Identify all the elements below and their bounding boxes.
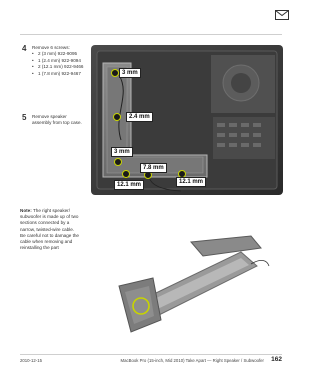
step-4-title: Remove 6 screws: (32, 45, 70, 50)
screw-marker (113, 113, 121, 121)
step-4-instructions (32, 45, 88, 77)
screw-item: • 2 (12.1 mm) 922-9466 (32, 64, 88, 70)
step-4-number: 4 (22, 44, 27, 53)
screw-marker (114, 158, 122, 166)
callout-3mm-top: 3 mm (119, 68, 141, 78)
footer-title: MacBook Pro (15-inch, Mid 2010) Take Apart — Right Speaker / Subwoofer (120, 358, 264, 363)
step-5-text: Remove speaker assembly from top case. (32, 114, 82, 126)
speaker-assembly-illustration (91, 208, 283, 346)
screw-item: • 1 (7.8 mm) 922-9467 (32, 71, 88, 77)
screw-marker (122, 170, 130, 178)
header-divider (20, 34, 282, 35)
note (20, 208, 80, 251)
callout-12-1mm-left: 12.1 mm (114, 180, 144, 190)
note-text: The right speaker/ subwoofer is made up of two sections connected by a narrow, twisted-wire cable. Be careful not to damage the cable when removing and reinstalling the part (20, 208, 79, 251)
screw-marker (111, 69, 119, 77)
step-5-number: 5 (22, 113, 27, 122)
note-label: Note: (20, 208, 32, 213)
screw-list (32, 51, 88, 77)
page-number: 162 (271, 356, 282, 363)
callout-3mm-bottom: 3 mm (111, 147, 133, 157)
speaker-assembly-photo (91, 208, 283, 346)
callout-12-1mm-right: 12.1 mm (176, 177, 206, 187)
screw-item: • 1 (2.4 mm) 922-9094 (32, 58, 88, 64)
callout-7-8mm: 7.8 mm (140, 163, 167, 173)
footer-divider (20, 354, 282, 355)
callout-2-4mm: 2.4 mm (126, 112, 153, 122)
screw-item: • 2 (3 mm) 922-9095 (32, 51, 88, 57)
mail-icon[interactable] (275, 10, 289, 20)
footer-date: 2010-12-15 (20, 358, 42, 363)
